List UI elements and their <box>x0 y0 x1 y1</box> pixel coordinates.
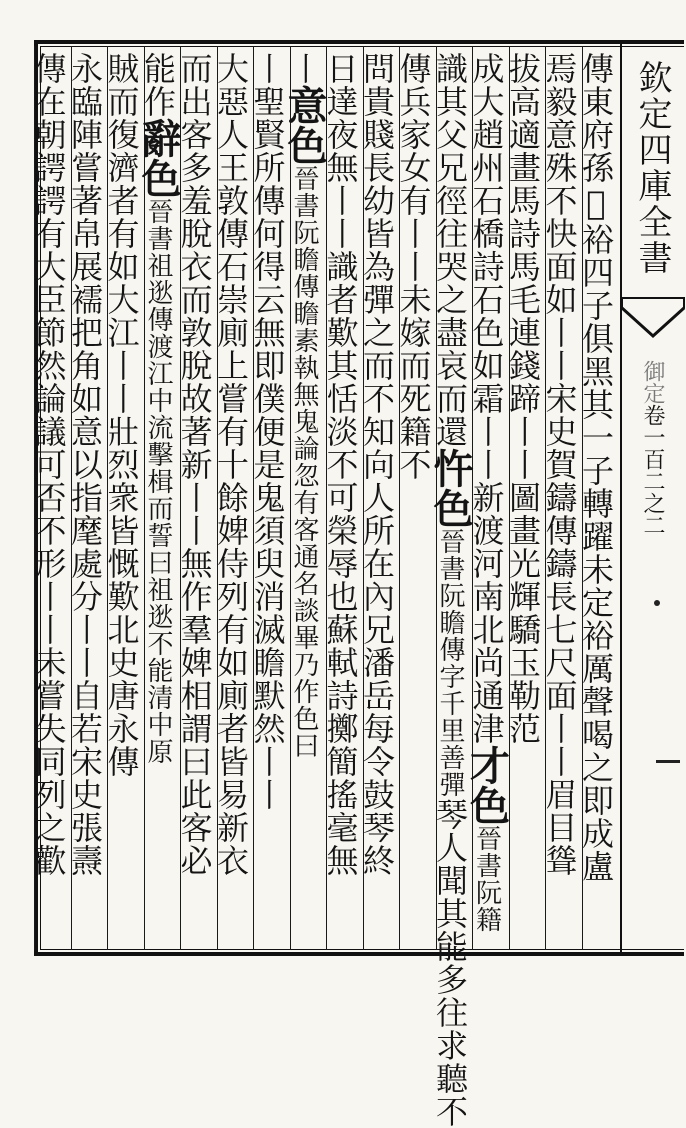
text-column <box>358 52 400 942</box>
annotation-text: 晉書阮瞻傳字千里善彈 <box>435 528 465 798</box>
body-text: 丨丨 <box>467 415 506 481</box>
body-text: 未嘗失同列之歡 <box>29 646 68 877</box>
body-text: 宋史賀鑄傳鑄長七尺面 <box>540 382 579 712</box>
body-text: 丨丨 <box>102 349 141 415</box>
headword: 才色 <box>463 745 511 825</box>
body-text: 丨丨 <box>321 184 360 250</box>
body-text: 丨丨 <box>29 580 68 646</box>
body-text: 識其父兄徑往哭之盡哀而還 <box>431 52 469 448</box>
body-text: 永臨陣嘗著帛展襦把角如意以指麾處分 <box>66 52 104 613</box>
fish-tail-icon <box>620 296 686 356</box>
text-column <box>248 52 290 942</box>
text-column <box>102 52 144 942</box>
body-text: 丨丨 <box>540 712 579 778</box>
body-text: 傳在朝諤諤有大臣節然論議可否不形 <box>29 52 68 580</box>
margin-tick <box>656 760 680 763</box>
body-text: 丨丨 <box>175 481 214 547</box>
annotation-text: 晉書祖逖傳渡江中流擊楫而誓曰祖逖不能清中原 <box>143 198 173 765</box>
text-column <box>29 52 71 942</box>
body-text: 新渡河南北尚通津 <box>467 481 506 745</box>
body-text: 聖賢所傳何得云無即僕便是鬼須臾消滅瞻默然 <box>248 85 287 745</box>
text-column <box>135 52 182 942</box>
body-text: 大惡人王敦傳石崇廁上嘗有十餘婢侍列有如廁者皆易新衣 <box>212 52 250 877</box>
body-text: 無作羣婢相謂曰此客必 <box>175 547 214 877</box>
body-text: 傳兵家女有 <box>394 52 433 217</box>
volume-number: 卷一百二之二 <box>640 404 665 536</box>
body-text: 問貴賤長幼皆為彈之而不知向人所在內兄潘岳每令鼓琴終 <box>358 52 396 877</box>
book-title: 欽定四庫全書 <box>632 60 672 276</box>
text-column <box>540 52 582 942</box>
body-text: 賊 <box>102 52 141 85</box>
volume-label <box>632 360 672 660</box>
body-text: 焉毅意殊不快面如 <box>540 52 579 316</box>
body-text: 范 <box>504 712 542 745</box>
text-column <box>577 52 619 942</box>
body-text: 能作 <box>139 52 177 118</box>
margin-dot <box>654 600 660 606</box>
text-column <box>321 52 363 942</box>
body-text: 拔高適畫馬詩馬毛連錢蹄 <box>504 52 542 415</box>
body-text: 自若宋史張燾 <box>66 679 104 877</box>
text-column <box>463 52 511 942</box>
body-text: 識者歎其恬淡不可榮辱也蘇軾詩擲簡搖毫無 <box>321 250 360 877</box>
body-text: 丨丨 <box>248 745 287 811</box>
body-text: 而復濟者有如大江 <box>102 85 141 349</box>
headword: 忤色 <box>427 448 474 528</box>
text-column <box>504 52 546 942</box>
body-text: 丨丨 <box>394 217 433 283</box>
body-text: 丨丨 <box>540 316 579 382</box>
text-column <box>394 52 436 942</box>
annotation-text: 晉書阮籍 <box>471 825 502 933</box>
body-text: 成大趙州石橋詩石色如霜 <box>467 52 506 415</box>
body-text: 未嫁而死籍不 <box>394 283 433 481</box>
body-text: 眉目聳 <box>540 778 579 877</box>
text-column <box>212 52 254 942</box>
body-text: 而出客多羞脫衣而敦脫故著新 <box>175 52 214 481</box>
text-column <box>66 52 108 942</box>
body-text: 丨 <box>285 52 323 85</box>
body-text: 琴人聞其能多往求聽不 <box>431 798 469 1128</box>
annotation-text: 晉書阮瞻傳瞻素執無鬼論忽有客通名談畢乃作色曰 <box>289 165 319 759</box>
text-column <box>427 52 474 1128</box>
body-text: 傳東府孫𥘡裕四子俱黑其一子轉躍未定裕厲聲喝之即成盧 <box>577 52 615 883</box>
body-text: 丨丨 <box>66 613 104 679</box>
headword: 辭色 <box>135 118 182 198</box>
volume-subtitle-faded: 御定 <box>640 360 665 404</box>
text-column <box>175 52 217 942</box>
headword: 意色 <box>281 85 328 165</box>
text-column <box>281 52 328 942</box>
body-text: 日達夜無 <box>321 52 360 184</box>
body-text: 丨 <box>248 52 287 85</box>
body-text: 丨丨 <box>504 415 542 481</box>
body-text: 圖畫光輝驕玉勒 <box>504 481 542 712</box>
body-text: 壯烈衆皆慨歎北史唐永傳 <box>102 415 141 778</box>
